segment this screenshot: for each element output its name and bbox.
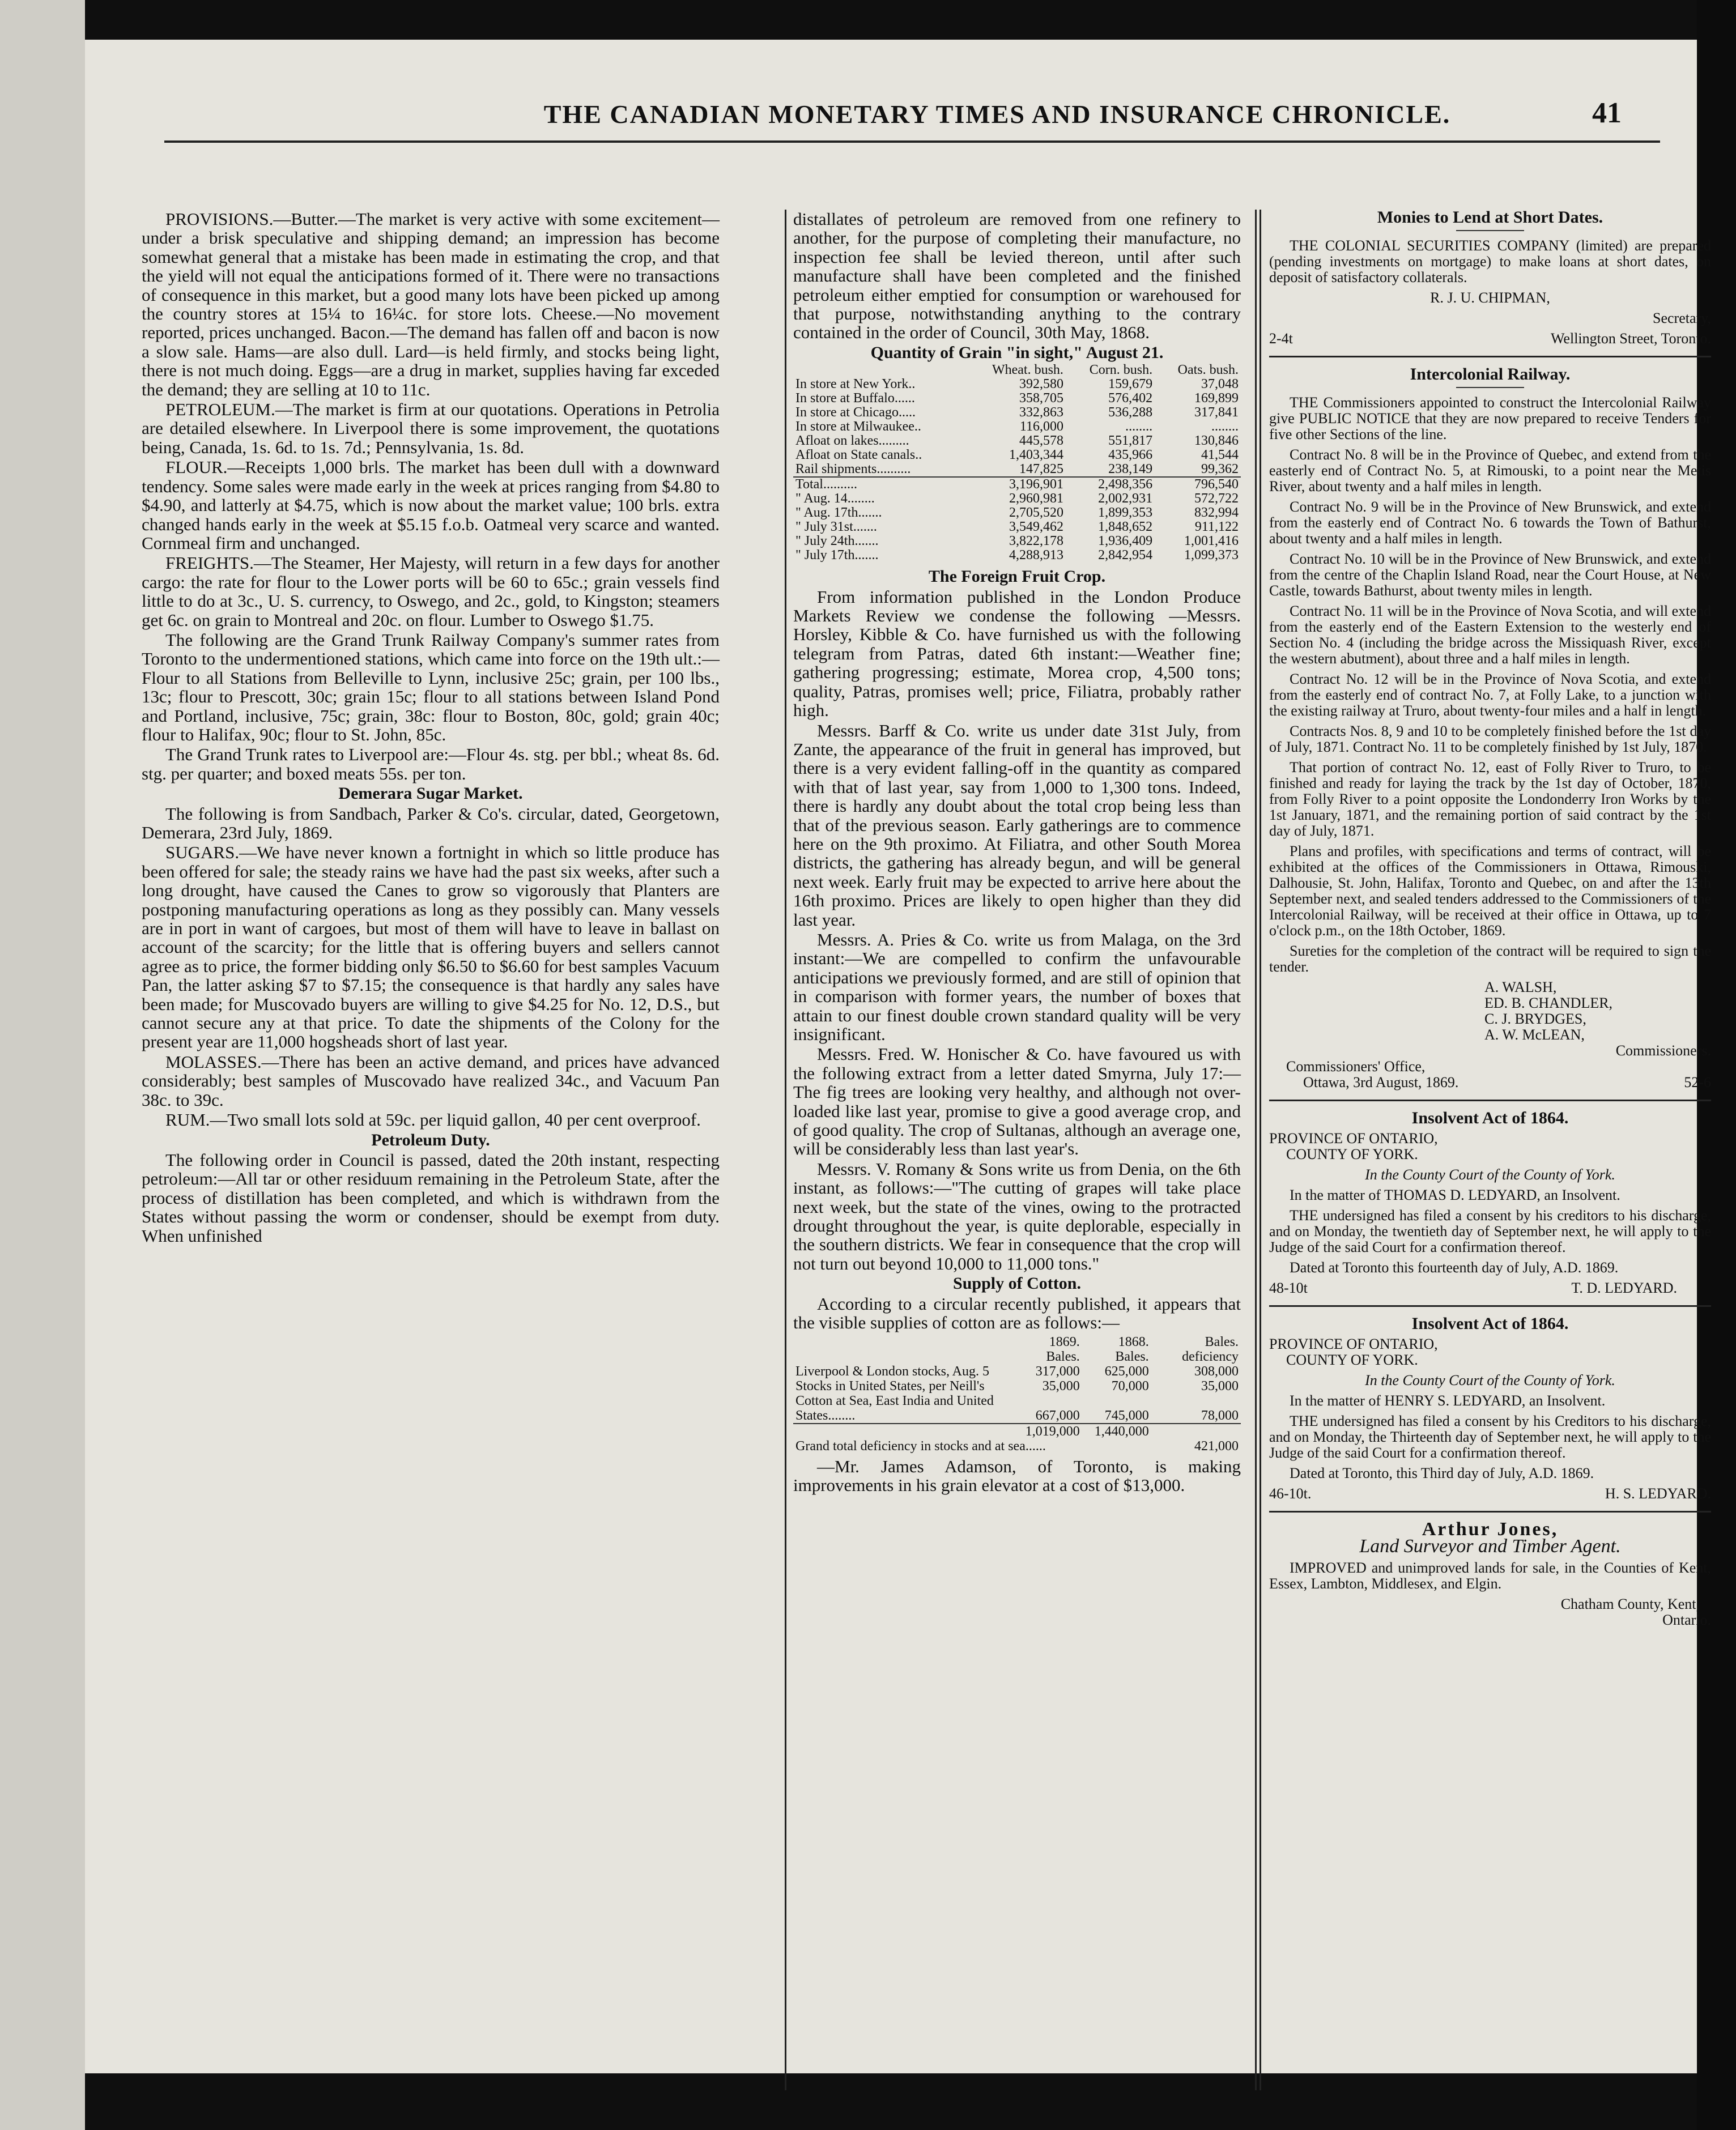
table-cell [793,1424,1013,1439]
insolvent-1-signature: T. D. LEDYARD. [1571,1280,1677,1296]
molasses-paragraph: MOLASSES.—There has been an active demand, and prices have advanced considerably; best samples of Muscovado have realized 34c., and Vacuum Pan 38c. to 39c. [142,1051,720,1110]
fruit-paragraph-4: Messrs. Fred. W. Honischer & Co. have favoured us with the following extract from a letter dated Smyrna, July 17:—The fig trees are looking very healthy, and although not over-loaded like last year, promise to give a good average crop, and of good quality. The crop of Sultanas, although an average one, will be considerably less than last year's. [793,1044,1241,1159]
table-cell: 3,196,901 [966,477,1066,492]
table-cell: 1,936,409 [1098,534,1153,549]
petroleum-duty-heading: Petroleum Duty. [371,1130,490,1149]
commissioner-signature: C. J. BRYDGES, [1484,1011,1586,1027]
grain-col-head: Corn. bush. [1089,363,1153,378]
table-cell: 421,000 [1194,1438,1239,1454]
fruit-paragraph-1: From information published in the London Produce Markets Review we condense the following —Messrs. Horsley, Kibble & Co. have furnished us with the following telegram from Patras, dated 6th instant:—Weather fine; gathering progressing; estimate, Morea crop, 4,500 tons; quality, Patras, promises well; price, Filiatra, probably rather high. [793,586,1241,721]
intercolonial-heading: Intercolonial Railway. [1410,365,1571,384]
table-cell: 332,863 [1019,405,1063,420]
table-cell: 2,002,931 [1098,491,1153,506]
table-cell: 308,000 [1194,1364,1239,1379]
cotton-intro: According to a circular recently published, it appears that the visible supplies of cotton are as follows:— [793,1293,1241,1333]
table-cell: 2,705,520 [1009,505,1063,521]
flour-paragraph: FLOUR.—Receipts 1,000 brls. The market has been dull with a downward tendency. Some sales were made early in the week at prices ranging from $4.80 to $4.90, and latterly at $4.75, which is now about the market value; 100 brls. extra changed hands early in the week at $5.15 f.o.b. Oatmeal very scarce and wanted. Cornmeal firm and unchanged. [142,457,720,553]
table-row [793,406,1241,420]
short-rule [1456,230,1524,231]
insolvent-2-body: THE undersigned has filed a consent by his Creditors to his discharge, and on Monday, the Thirteenth day of September next, he will apply to the Judge of the said Court for a confirmation thereof. [1269,1413,1711,1461]
insolvent-heading-2: Insolvent Act of 1864. [1411,1314,1569,1333]
table-cell: 2,498,356 [1066,477,1155,492]
insolvent-1-matter: In the matter of THOMAS D. LEDYARD, an Insolvent. [1290,1187,1620,1203]
column-rule-2 [1255,210,1257,2090]
table-row [793,448,1241,462]
intercolonial-paragraph-1: THE Commissioners appointed to construct the Intercolonial Railway give PUBLIC NOTICE that they are now prepared to receive Tenders for five other Sections of the line. [1269,394,1711,442]
column-3 [1269,210,1711,1628]
insolvent-2-signature: H. S. LEDYARD. [1605,1485,1711,1502]
table-cell: 358,705 [1019,391,1063,406]
intercolonial-paragraph-7: Contracts Nos. 8, 9 and 10 to be completely finished before the 1st day of July, 1871. Contract No. 11 to be completely finished by 1st July, 1870. [1269,723,1711,755]
header-rule [164,140,1660,143]
monies-ref: 2-4t [1269,330,1293,347]
table-cell: 35,000 [1201,1378,1239,1394]
monies-signature-name: R. J. U. CHIPMAN, [1430,289,1550,306]
intercolonial-paragraph-5: Contract No. 11 will be in the Province of Nova Scotia, and will extend from the easterly end of the Eastern Extension to the westerly end of Section No. 4 (including the bridge across the Missiquash River, except the western abutment), about three and a half miles in length. [1269,603,1711,667]
table-cell: 159,679 [1108,377,1153,392]
fruit-paragraph-5: Messrs. V. Romany & Sons write us from Denia, on the 6th instant, as follows:—"The cutting of grapes will take place next week, but the state of the vines, owing to the protracted drought throughout the year, is quite deplorable, especially in the southern districts. We fear in consequence that the crop will not turn out beyond 10,000 to 11,000 tons." [793,1158,1241,1273]
table-cell: " July 17th....... [795,548,879,563]
continuation-paragraph: distallates of petroleum are removed from one refinery to another, for the purpose of completing their manufacture, no inspection fee shall be levied thereon, until after such manufacture shall have been completed and the finished petroleum either emptied for consumption or warehoused for that purpose, notwithstanding anything to the contrary contained in the order of Council, 30th May, 1868. [793,209,1241,343]
fruit-paragraph-3: Messrs. A. Pries & Co. write us from Malaga, on the 3rd instant:—We are compelled to confirm the unfavourable anticipations we previously formed, and are still of opinion that in comparison with former years, the number of boxes that attain to our finest double crown standard quality will be very insignificant. [793,929,1241,1044]
table-row [793,420,1241,434]
grain-col-head: Oats. bush. [1177,363,1239,378]
table-cell: 1,899,353 [1098,505,1153,521]
column-rule-1 [785,210,786,2090]
table-cell: 576,402 [1108,391,1153,406]
newspaper-page [85,40,1711,2073]
table-cell: In store at Chicago..... [795,405,916,420]
left-margin-strip [0,0,85,2130]
sugars-paragraph: SUGARS.—We have never known a fortnight in which so little produce has been offered for sale; the steady rains we have had the past six weeks, after such a long drought, have caused the Canes to grow so vigorously that Planters are postponing manufacturing operations as long as they possibly can. Many vessels are in port in want of cargoes, but most of them will have to leave in ballast on account of the scarcity; for the little that is offering buyers and sellers cannot agree as to price, the former bidding only $6.50 to $6.60 for best samples Vacuum Pan, the latter asking $7 to $7.15; the consequence is that hardly any sales have been made; for Muscovado buyers are willing to give $4.25 for No. 12, D.S., but cannot secure any at that price. To date the shipments of the Colony for the present year are 11,000 hogsheads short of last year. [142,842,720,1052]
insolvent-1-province: PROVINCE OF ONTARIO, [1269,1130,1438,1147]
table-cell: 1,403,344 [1009,448,1063,463]
intercolonial-paragraph-2: Contract No. 8 will be in the Province of Quebec, and extend from the easterly end of Contract No. 5, at Rimouski, to a point near the Metis River, about twenty and a half miles in length. [1269,446,1711,495]
insolvent-2-county: COUNTY OF YORK. [1286,1352,1418,1368]
commissioner-signature: ED. B. CHANDLER, [1484,995,1613,1011]
table-cell: In store at Buffalo...... [795,391,915,406]
table-cell: 536,288 [1108,405,1153,420]
grain-header-row [793,363,1241,377]
table-cell: 78,000 [1201,1408,1239,1423]
intercolonial-paragraph-6: Contract No. 12 will be in the Province of Nova Scotia, and extend from the easterly end of contract No. 7, at Folly Lake, to a junction with the existing railway at Truro, about twenty-four miles and a half in length. [1269,671,1711,719]
cotton-table [793,1335,1241,1454]
monies-body: THE COLONIAL SECURITIES COMPANY (limited) are prepared (pending investments on mortgage) to make loans at short dates, on deposit of satisfactory collaterals. [1269,237,1711,286]
insolvent-1-footer [1269,1280,1711,1296]
demerara-heading: Demerara Sugar Market. [338,784,523,803]
insolvent-1-court: In the County Court of the County of York. [1365,1166,1615,1183]
provisions-paragraph: PROVISIONS.—Butter.—The market is very active with some excitement—under a brisk speculative and shipping demand; an impression has become somewhat general that a mistake has been made in estimating the crop, and that the yield will not equal the anticipations formed of it. There were no transactions of consequence in this market, but a good many lots have been picked up among the country stores at 15¼ to 16¼c. for store lots. Cheese.—No movement reported, prices unchanged. Bacon.—The demand has fallen off and bacon is now a slow sale. Hams—are also dull. Lard—is held firmly, and stocks being light, there is not much doing. Eggs—are a drug in market, supplies having far exceded the demand; they are selling at 10 to 11c. [142,209,720,399]
table-cell: 4,288,913 [1009,548,1063,563]
page-number: 41 [1592,97,1622,129]
table-cell: 238,149 [1108,462,1153,477]
table-row [793,1364,1241,1379]
intercolonial-paragraph-8: That portion of contract No. 12, east of Folly River to Truro, to be finished and ready for laying the track by the 1st day of October, 1870, from Folly River to a point opposite the Londonderry Iron Works by the 1st January, 1871, and the remaining portion of said contract by the 1st day of July, 1871. [1269,759,1711,839]
petroleum-duty-paragraph: The following order in Council is passed, dated the 20th instant, respecting petroleum:—All tar or other residuum remaining in the Petroleum State, after the process of distillation has been completed, and which is withdrawn from the States without passing the worm or condenser, should be exempt from duty. When unfinished [142,1149,720,1246]
petroleum-paragraph: PETROLEUM.—The market is firm at our quotations. Operations in Petrolia are detailed elsewhere. In Liverpool there is some improvement, the quotations being, Canada, 1s. 6d. to 1s. 7d.; Pennsylvania, 1s. 8d. [142,399,720,457]
table-cell: 2,960,981 [1009,491,1063,506]
table-cell: Afloat on lakes......... [795,433,909,449]
adamson-paragraph: —Mr. James Adamson, of Toronto, is making improvements in his grain elevator at a cost of $13,000. [793,1456,1241,1495]
table-cell: 147,825 [1019,462,1063,477]
insolvent-1-county: COUNTY OF YORK. [1286,1146,1418,1162]
table-cell [1151,1424,1241,1439]
table-row [793,534,1241,548]
grain-col-head: Wheat. bush. [992,363,1063,378]
intercolonial-ref: 52-6 [1684,1074,1711,1090]
insolvent-1-body: THE undersigned has filed a consent by his creditors to his discharge, and on Monday, the twentieth day of September next, he will apply to the Judge of the said Court for a confirmation thereof. [1269,1207,1711,1255]
table-row [793,391,1241,406]
table-row [793,462,1241,477]
freights-paragraph: FREIGHTS.—The Steamer, Her Majesty, will return in a few days for another cargo: the rate for flour to the Lower ports will be 60 to 65c.; grain vessels find little to do at 3c., U. S. currency, to Oswego, and 2c., gold, to Kingston; steamers get 6c. on grain to Montreal and 20c. on flour. Lumber to Oswego $1.75. [142,553,720,630]
table-row-total [793,477,1241,492]
insolvent-2-dated: Dated at Toronto, this Third day of July, A.D. 1869. [1290,1465,1594,1481]
grand-trunk-paragraph: The following are the Grand Trunk Railway Company's summer rates from Toronto to the undermentioned stations, which came into force on the 19th ult.:—Flour to all Stations from Belleville to Lynn, inclusive 25c; grain, per 100 lbs., 13c; flour to Prescott, 30c; grain 15c; flour to all stations between Island Pond and Portland, inclusive, 75c; grain, 38c: flour to Boston, 80c, gold; grain 40c; flour to Halifax, 90c; flour to St. John, 85c. [142,629,720,744]
table-row [793,377,1241,391]
jones-body: IMPROVED and unimproved lands for sale, in the Counties of Kent, Essex, Lambton, Middlesex, and Elgin. [1269,1560,1711,1592]
cotton-col-head [793,1335,1013,1364]
table-cell: Afloat on State canals.. [795,448,922,463]
insolvent-1-dated: Dated at Toronto this fourteenth day of July, A.D. 1869. [1290,1259,1619,1276]
table-cell: 625,000 [1104,1364,1149,1379]
insolvent-2-court: In the County Court of the County of York. [1365,1372,1615,1388]
table-cell: Grand total deficiency in stocks and at sea...... [795,1438,1046,1454]
table-cell: " Aug. 17th....... [795,505,882,521]
table-cell: 130,846 [1194,433,1239,449]
table-cell: 116,000 [1019,419,1063,434]
insolvent-2-footer [1269,1486,1711,1502]
table-row [793,506,1241,520]
table-cell: 667,000 [1035,1408,1080,1423]
cotton-heading: Supply of Cotton. [953,1274,1081,1293]
table-cell: 317,841 [1194,405,1239,420]
monies-address: Wellington Street, Toronto. [1550,330,1711,347]
table-cell: 169,899 [1194,391,1239,406]
table-cell: ........ [1211,419,1239,434]
table-cell: 445,578 [1019,433,1063,449]
jones-place-1: Chatham County, Kent, [1560,1596,1700,1612]
table-cell: 99,362 [1201,462,1239,477]
table-row [793,520,1241,534]
section-rule [1269,1511,1711,1513]
jones-title: Land Surveyor and Timber Agent. [1359,1536,1621,1557]
table-cell: Total.......... [793,477,966,492]
intercolonial-paragraph-3: Contract No. 9 will be in the Province of New Brunswick, and extend from the easterly end of Contract No. 6 towards the Town of Bathurst, about twenty and a half miles in length. [1269,499,1711,547]
table-row [793,1379,1241,1394]
column-1 [142,210,720,1246]
table-cell: 41,544 [1201,448,1239,463]
table-cell: 572,722 [1194,491,1239,506]
intercolonial-paragraph-9: Plans and profiles, with specifications and terms of contract, will be exhibited at the offices of the Commissioners in Ottawa, Rimouski, Dalhousie, St. John, Halifax, Toronto and Quebec, on and after the 13th September next, and sealed tenders addressed to the Commissioners of the Intercolonial Railway, will be received at their office in Ottawa, up to 7 o'clock p.m., on the 18th October, 1869. [1269,843,1711,939]
table-cell: 435,966 [1108,448,1153,463]
short-rule [1456,387,1524,388]
table-cell: Liverpool & London stocks, Aug. 5 [795,1364,989,1379]
table-cell: In store at New York.. [795,377,916,392]
grain-table [793,363,1241,563]
section-rule [1269,1100,1711,1101]
table-cell: 832,994 [1194,505,1239,521]
fruit-paragraph-2: Messrs. Barff & Co. write us under date 31st July, from Zante, the appearance of the fruit in general has improved, but there is a very evident falling-off in the quantity as compared with that of last year, say from 1,000 to 1,300 tons. Indeed, there is hardly any doubt about the total crop being less than that of the previous season. Early gatherings are to commence here on the 9th proximo. At Filiatra, and other South Morea districts, the gathering has already begun, and will be general next week. Early fruit may be expected to arrive here about the 16th proximo. Prices are likely to open higher than they did last year. [793,720,1241,930]
commissioners-title: Commissioners. [1615,1042,1711,1059]
table-cell: " July 24th....... [795,534,879,549]
table-cell: 37,048 [1201,377,1239,392]
table-row [793,434,1241,448]
table-cell: " July 31st....... [795,519,877,535]
table-cell: 392,580 [1019,377,1063,392]
table-cell: 1,001,416 [1184,534,1239,549]
monies-heading: Monies to Lend at Short Dates. [1377,208,1603,227]
column-rule-3 [1260,210,1261,2090]
table-cell: 1,848,652 [1098,519,1153,535]
intercolonial-date: Ottawa, 3rd August, 1869. [1303,1074,1459,1090]
table-row [793,548,1241,563]
cotton-col-head: 1868. Bales. [1115,1334,1149,1364]
table-cell: 3,822,178 [1009,534,1063,549]
table-cell: 1,019,000 [1013,1424,1082,1439]
table-cell: In store at Milwaukee.. [795,419,921,434]
commissioner-signature: A. W. McLEAN, [1484,1026,1585,1043]
cotton-col-head: Bales. deficiency [1182,1334,1239,1364]
insolvent-2-ref: 46-10t. [1269,1485,1312,1502]
column-2 [793,210,1241,1496]
grain-heading: Quantity of Grain "in sight," August 21. [870,343,1164,362]
table-cell: " Aug. 14........ [795,491,875,506]
monies-footer [1269,331,1711,347]
rum-paragraph: RUM.—Two small lots sold at 59c. per liquid gallon, 40 per cent overproof. [165,1110,701,1130]
table-cell: 70,000 [1111,1378,1149,1394]
top-edge [85,0,1697,40]
fruit-heading: The Foreign Fruit Crop. [928,567,1106,586]
grain-col-head [793,363,966,377]
table-cell: 35,000 [1042,1378,1080,1394]
table-cell: 745,000 [1104,1408,1149,1423]
table-cell: 1,440,000 [1082,1424,1151,1439]
monies-signature-title: Secretary, [1653,310,1711,326]
jones-name: Arthur Jones, [1422,1519,1559,1540]
table-cell: 3,549,462 [1009,519,1063,535]
demerara-intro: The following is from Sandbach, Parker & Co's. circular, dated, Georgetown, Demerara, 23rd July, 1869. [142,803,720,842]
bottom-edge [85,2073,1697,2130]
table-cell: 911,122 [1194,519,1239,535]
table-cell: 2,842,954 [1098,548,1153,563]
intercolonial-paragraph-10: Sureties for the completion of the contract will be required to sign the tender. [1269,943,1711,975]
commissioner-signature: A. WALSH, [1484,979,1557,995]
section-rule [1269,1305,1711,1307]
table-cell: 1,099,373 [1184,548,1239,563]
cotton-header-row [793,1335,1241,1364]
table-row-grand-total [793,1439,1241,1454]
table-row [793,1394,1241,1424]
table-cell: 796,540 [1155,477,1241,492]
insolvent-2-matter: In the matter of HENRY S. LEDYARD, an Insolvent. [1290,1392,1606,1409]
intercolonial-footer [1269,1075,1711,1090]
liverpool-rates-paragraph: The Grand Trunk rates to Liverpool are:—Flour 4s. stg. per bbl.; wheat 8s. 6d. stg. per quarter; and boxed meats 55s. per ton. [142,744,720,783]
insolvent-2-province: PROVINCE OF ONTARIO, [1269,1336,1438,1352]
section-rule [1269,356,1711,357]
insolvent-1-ref: 48-10t [1269,1280,1308,1296]
table-row-sum [793,1424,1241,1439]
table-cell: 551,817 [1108,433,1153,449]
insolvent-heading-1: Insolvent Act of 1864. [1411,1109,1569,1127]
table-row [793,492,1241,506]
table-cell: Rail shipments.......... [795,462,911,477]
jones-place-2: Ontario. [1662,1612,1711,1628]
table-cell: Cotton at Sea, East India and United States........ [795,1393,994,1423]
table-cell: Stocks in United States, per Neill's [795,1378,985,1394]
table-cell: ........ [1125,419,1153,434]
running-head: THE CANADIAN MONETARY TIMES AND INSURANCE CHRONICLE. [543,100,1451,129]
intercolonial-paragraph-4: Contract No. 10 will be in the Province of New Brunswick, and extend from the centre of the Chaplin Island Road, near the Court House, at New Castle, towards Bathurst, about twenty miles in length. [1269,551,1711,599]
table-cell: 317,000 [1035,1364,1080,1379]
cotton-col-head: 1869. Bales. [1046,1334,1080,1364]
commissioners-office: Commissioners' Office, [1286,1058,1426,1075]
